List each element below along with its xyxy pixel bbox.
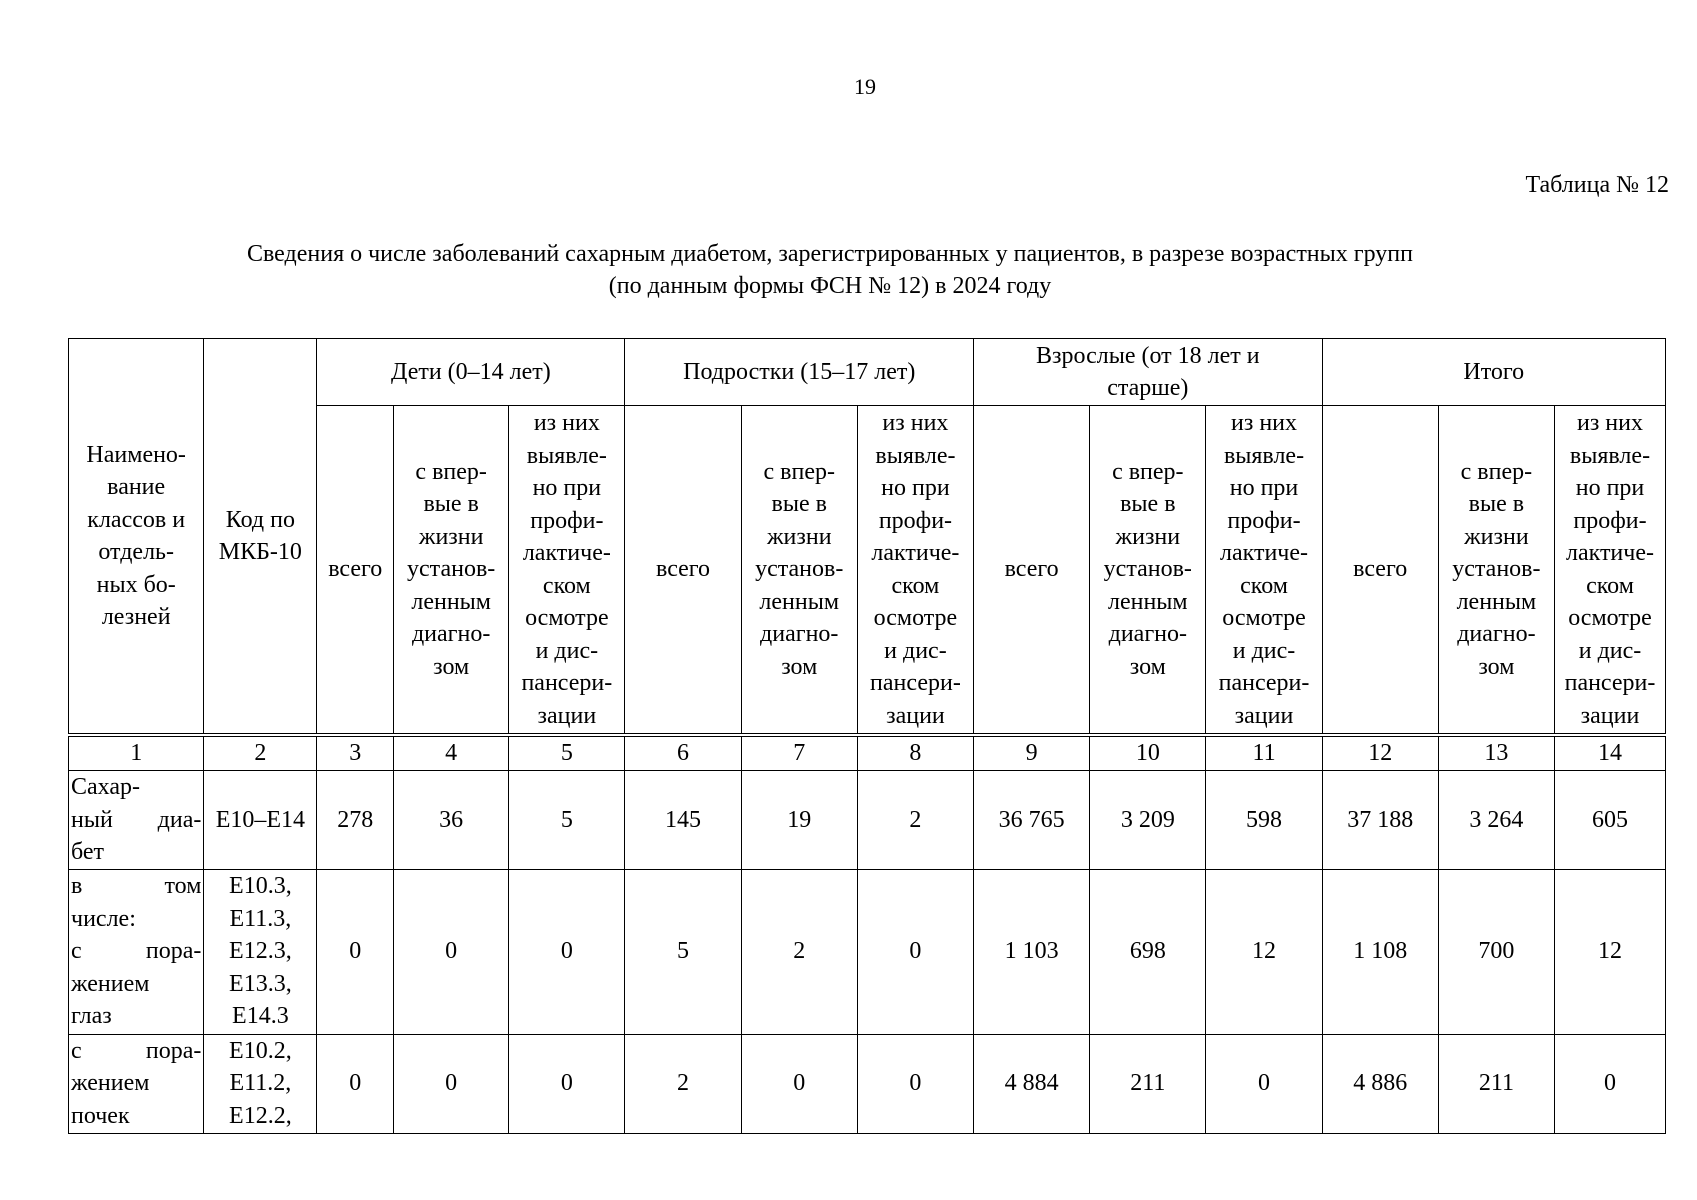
row-value: 0 <box>394 869 509 1034</box>
group-total: Итого <box>1322 339 1665 406</box>
subheader-new-diagnosis: с впер- вые в жизни установ- ленным диагно- зом <box>1090 406 1206 736</box>
table-row <box>69 771 1666 870</box>
row-value: 1 108 <box>1322 869 1438 1034</box>
subheader-total: всего <box>1322 406 1438 736</box>
subheader-total: всего <box>625 406 741 736</box>
column-number: 7 <box>741 735 857 771</box>
column-number: 8 <box>857 735 973 771</box>
page-number: 19 <box>854 74 876 99</box>
row-value: 0 <box>394 1034 509 1133</box>
row-value: 700 <box>1438 869 1554 1034</box>
row-value: 0 <box>857 869 973 1034</box>
row-value: 4 886 <box>1322 1034 1438 1133</box>
row-value: 0 <box>857 1034 973 1133</box>
row-name: с пора- жением почек <box>69 1034 204 1133</box>
subheader-prophylactic: из них выявле- но при профи- лактиче- ском осмотре и дис- пансери- зации <box>1554 406 1665 736</box>
row-value: 0 <box>509 869 625 1034</box>
subheader-prophylactic: из них выявле- но при профи- лактиче- ском осмотре и дис- пансери- зации <box>857 406 973 736</box>
subheader-prophylactic: из них выявле- но при профи- лактиче- ском осмотре и дис- пансери- зации <box>509 406 625 736</box>
row-value: 278 <box>317 771 394 870</box>
row-value: 0 <box>1206 1034 1322 1133</box>
row-code: Е10–Е14 <box>204 771 317 870</box>
row-value: 1 103 <box>974 869 1090 1034</box>
column-number: 11 <box>1206 735 1322 771</box>
caption-line-1: Сведения о числе заболеваний сахарным диабетом, зарегистрированных у пациентов, в разрезе возрастных групп <box>246 241 1413 267</box>
subheader-total: всего <box>317 406 394 736</box>
table-row <box>69 869 1666 1034</box>
row-value: 19 <box>741 771 857 870</box>
subheader-new-diagnosis: с впер- вые в жизни установ- ленным диагно- зом <box>1438 406 1554 736</box>
row-value: 3 264 <box>1438 771 1554 870</box>
row-value: 598 <box>1206 771 1322 870</box>
row-value: 0 <box>1554 1034 1665 1133</box>
column-number: 14 <box>1554 735 1665 771</box>
caption-line-2: (по данным формы ФСН № 12) в 2024 году <box>608 273 1052 299</box>
row-code: Е10.3, Е11.3, Е12.3, Е13.3, Е14.3 <box>204 869 317 1034</box>
group-children: Дети (0–14 лет) <box>317 339 625 406</box>
subheader-new-diagnosis: с впер- вые в жизни установ- ленным диагно- зом <box>741 406 857 736</box>
row-value: 211 <box>1438 1034 1554 1133</box>
row-value: 36 765 <box>974 771 1090 870</box>
row-name: в том числе: с пора- жением глаз <box>69 869 204 1034</box>
row-value: 5 <box>509 771 625 870</box>
column-number: 10 <box>1090 735 1206 771</box>
row-value: 0 <box>317 1034 394 1133</box>
column-number: 4 <box>394 735 509 771</box>
group-adults: Взрослые (от 18 лет и старше) <box>974 339 1323 406</box>
row-value: 2 <box>625 1034 741 1133</box>
row-value: 0 <box>509 1034 625 1133</box>
group-teens: Подростки (15–17 лет) <box>625 339 974 406</box>
column-number: 12 <box>1322 735 1438 771</box>
column-number: 1 <box>69 735 204 771</box>
row-value: 145 <box>625 771 741 870</box>
column-numbers-row <box>69 735 1666 771</box>
table-row <box>69 1034 1666 1133</box>
column-number: 2 <box>204 735 317 771</box>
header-code-col: Код по МКБ-10 <box>204 339 317 736</box>
table-label: Таблица № 12 <box>1525 172 1669 198</box>
subheader-prophylactic: из них выявле- но при профи- лактиче- ском осмотре и дис- пансери- зации <box>1206 406 1322 736</box>
row-value: 698 <box>1090 869 1206 1034</box>
column-number: 6 <box>625 735 741 771</box>
row-name: Сахар- ный диа- бет <box>69 771 204 870</box>
row-value: 12 <box>1206 869 1322 1034</box>
row-value: 2 <box>741 869 857 1034</box>
diabetes-table <box>68 338 1666 1134</box>
column-number: 9 <box>974 735 1090 771</box>
row-value: 0 <box>741 1034 857 1133</box>
row-value: 12 <box>1554 869 1665 1034</box>
column-number: 13 <box>1438 735 1554 771</box>
row-value: 0 <box>317 869 394 1034</box>
row-code: Е10.2, Е11.2, Е12.2, <box>204 1034 317 1133</box>
header-name-col: Наимено- вание классов и отдель- ных бо- лезней <box>69 339 204 736</box>
row-value: 3 209 <box>1090 771 1206 870</box>
subheader-total: всего <box>974 406 1090 736</box>
row-value: 605 <box>1554 771 1665 870</box>
row-value: 36 <box>394 771 509 870</box>
row-value: 5 <box>625 869 741 1034</box>
column-number: 3 <box>317 735 394 771</box>
row-value: 4 884 <box>974 1034 1090 1133</box>
table-caption <box>60 238 1600 302</box>
subheader-new-diagnosis: с впер- вые в жизни установ- ленным диагно- зом <box>394 406 509 736</box>
row-value: 37 188 <box>1322 771 1438 870</box>
row-value: 211 <box>1090 1034 1206 1133</box>
row-value: 2 <box>857 771 973 870</box>
column-number: 5 <box>509 735 625 771</box>
